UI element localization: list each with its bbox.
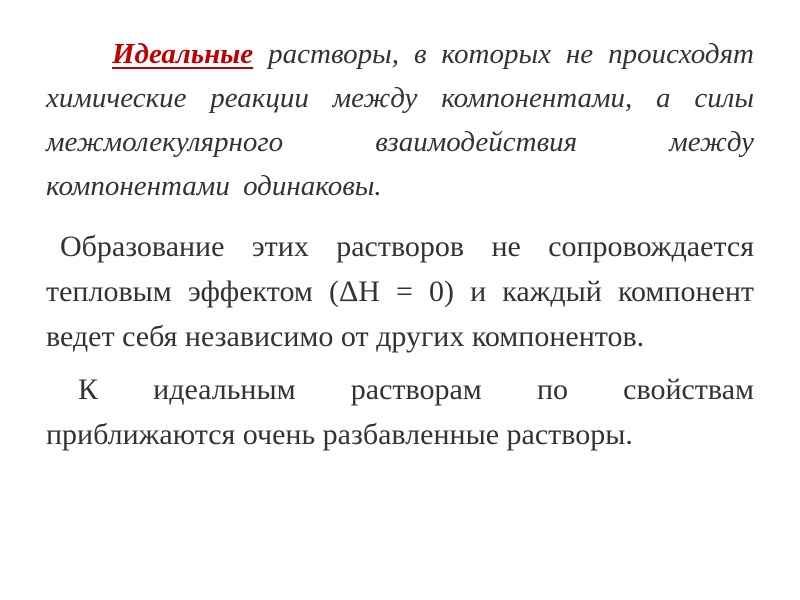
definition-text: растворы, в которых не происходят химические реакции между компонентами, а силы межмолекулярного взаимодействия между компонентами одинаковы. bbox=[46, 38, 754, 202]
highlighted-term: Идеальные bbox=[112, 38, 254, 70]
dilute-solutions-paragraph: К идеальным растворам по свойствам приближаются очень разбавленные растворы. bbox=[46, 373, 754, 451]
definition-paragraph bbox=[46, 32, 754, 208]
thermal-effect-paragraph: Образование этих растворов не сопровождается тепловым эффектом (ΔН = 0) и каждый компонент ведет себя независимо от других компонентов. bbox=[46, 230, 754, 353]
slide-content bbox=[46, 32, 754, 457]
